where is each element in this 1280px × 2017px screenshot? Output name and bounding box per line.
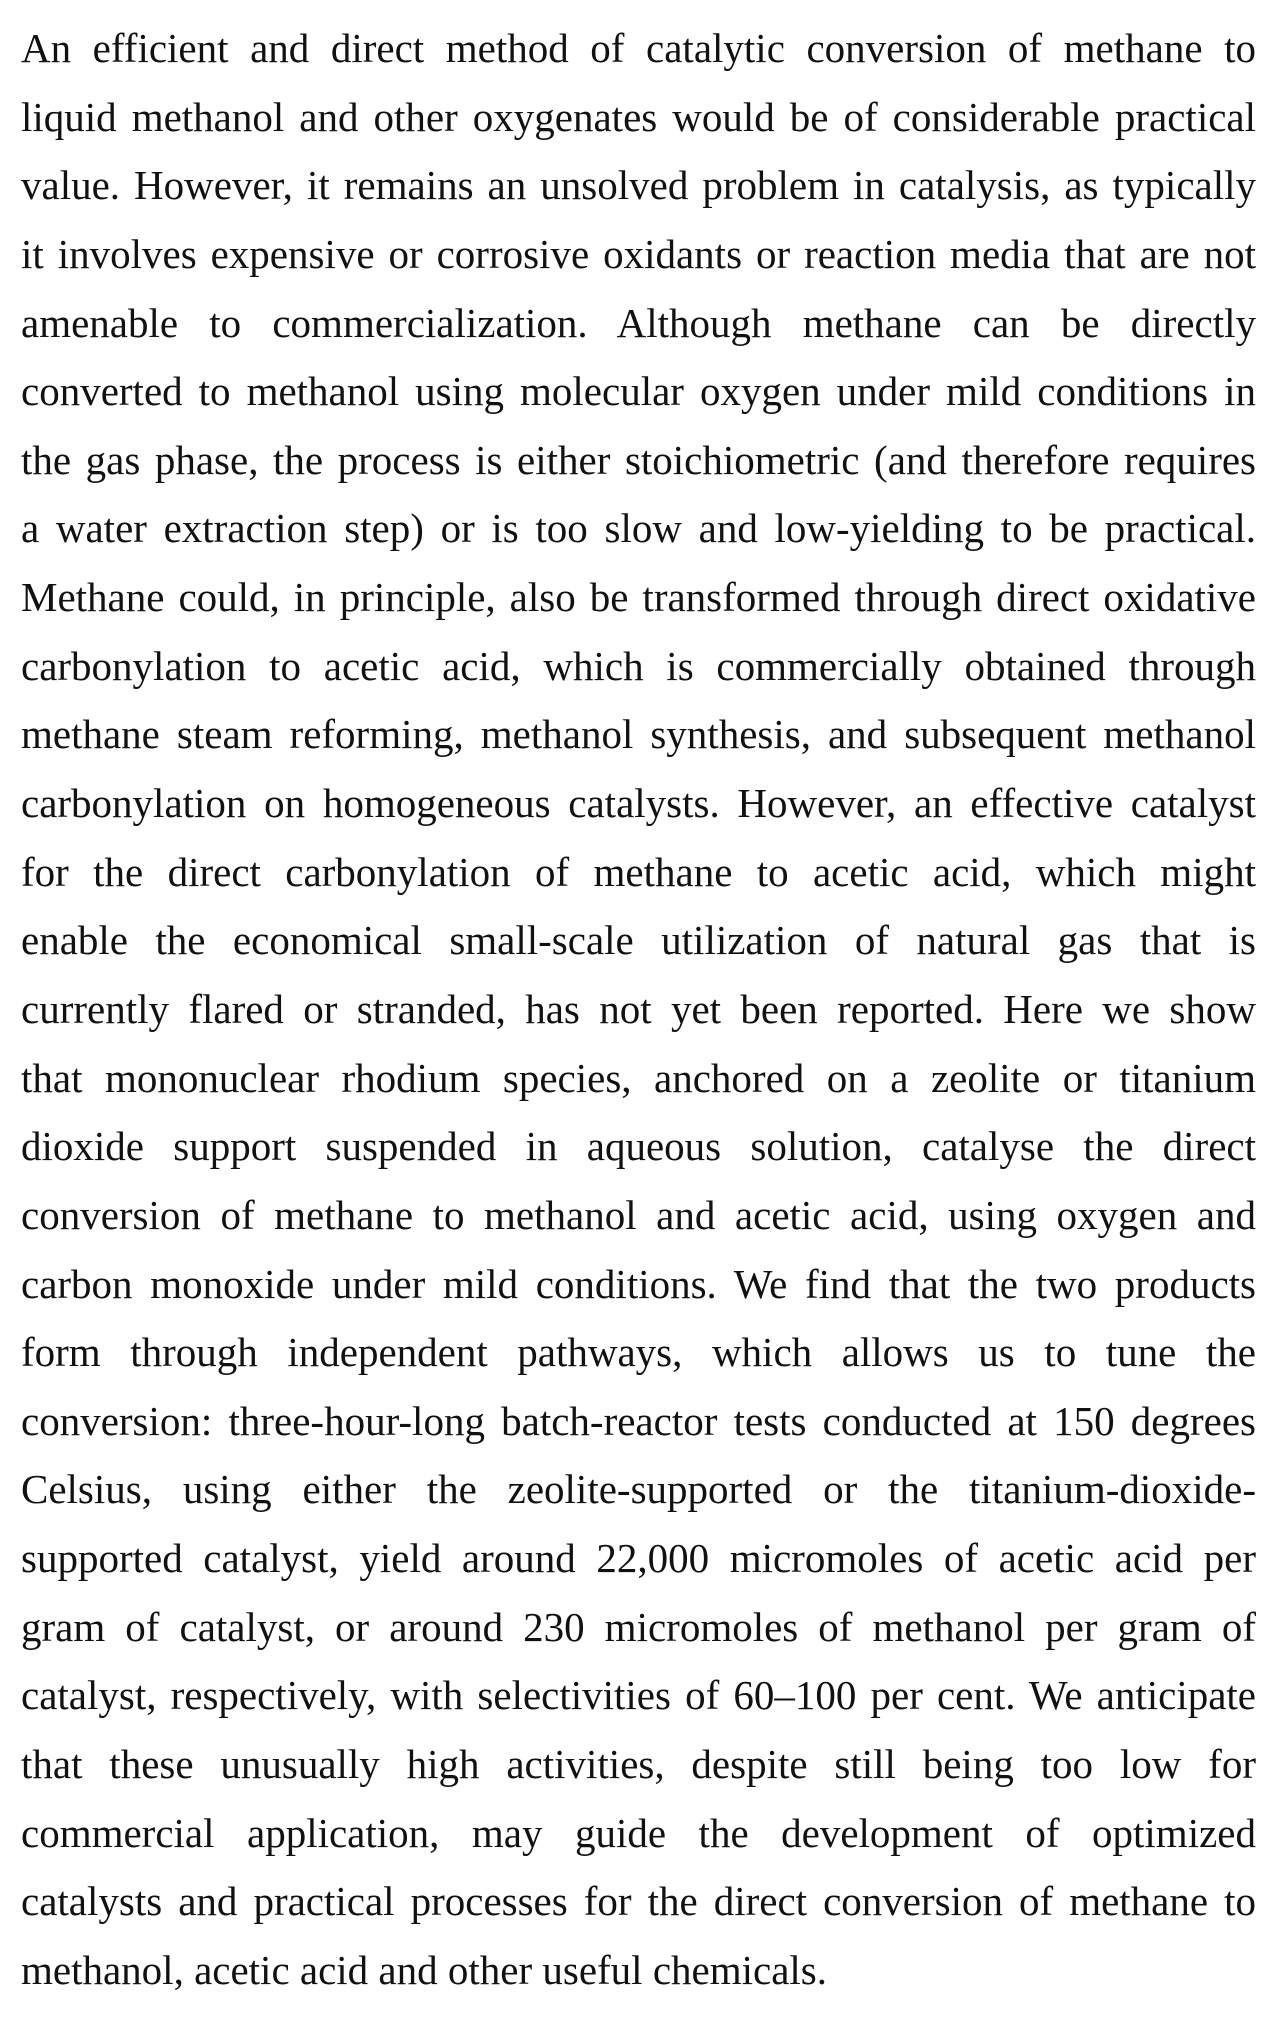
text-line: conversion of methane to methanol and acetic acid, using oxygen and (21, 1191, 1256, 1238)
text-line: catalyst, respectively, with selectivities of 60–100 per cent. We anticipate (21, 1672, 1256, 1719)
text-line: gram of catalyst, or around 230 micromoles of methanol per gram of (21, 1603, 1256, 1650)
text-line: that these unusually high activities, despite still being too low for (21, 1741, 1256, 1788)
text-line: enable the economical small-scale utilization of natural gas that is (21, 917, 1256, 964)
text-line: that mononuclear rhodium species, anchored on a zeolite or titanium (21, 1054, 1256, 1101)
text-line: currently flared or stranded, has not yet been reported. Here we show (21, 985, 1256, 1032)
text-line: liquid methanol and other oxygenates would be of considerable practical (21, 93, 1256, 140)
text-line: commercial application, may guide the development of optimized (21, 1809, 1256, 1856)
text-line: Celsius, using either the zeolite-supported or the titanium-dioxide- (21, 1466, 1256, 1513)
abstract-paragraph (21, 14, 1256, 2005)
text-line: form through independent pathways, which allows us to tune the (21, 1329, 1256, 1376)
text-line: it involves expensive or corrosive oxidants or reaction media that are not (21, 230, 1256, 277)
text-line: carbonylation to acetic acid, which is commercially obtained through (21, 642, 1256, 689)
text-line: conversion: three-hour-long batch-reactor tests conducted at 150 degrees (21, 1397, 1256, 1444)
text-line: methanol, acetic acid and other useful chemicals. (21, 1946, 827, 1993)
text-line: An efficient and direct method of catalytic conversion of methane to (21, 25, 1256, 71)
text-line: amenable to commercialization. Although methane can be directly (21, 299, 1256, 346)
text-line: dioxide support suspended in aqueous solution, catalyse the direct (21, 1123, 1256, 1170)
text-line: carbonylation on homogeneous catalysts. However, an effective catalyst (21, 780, 1256, 827)
text-line: the gas phase, the process is either stoichiometric (and therefore requires (21, 436, 1256, 483)
text-line: Methane could, in principle, also be transformed through direct oxidative (21, 574, 1256, 621)
text-line: methane steam reforming, methanol synthesis, and subsequent methanol (21, 711, 1256, 758)
text-line: for the direct carbonylation of methane to acetic acid, which might (21, 848, 1256, 895)
text-line: supported catalyst, yield around 22,000 micromoles of acetic acid per (21, 1535, 1256, 1582)
text-line: value. However, it remains an unsolved problem in catalysis, as typically (21, 162, 1256, 209)
text-line: a water extraction step) or is too slow and low-yielding to be practical. (21, 505, 1256, 552)
text-line: converted to methanol using molecular oxygen under mild conditions in (21, 368, 1256, 415)
text-line: carbon monoxide under mild conditions. We find that the two products (21, 1260, 1256, 1307)
text-line: catalysts and practical processes for the direct conversion of methane to (21, 1878, 1256, 1925)
